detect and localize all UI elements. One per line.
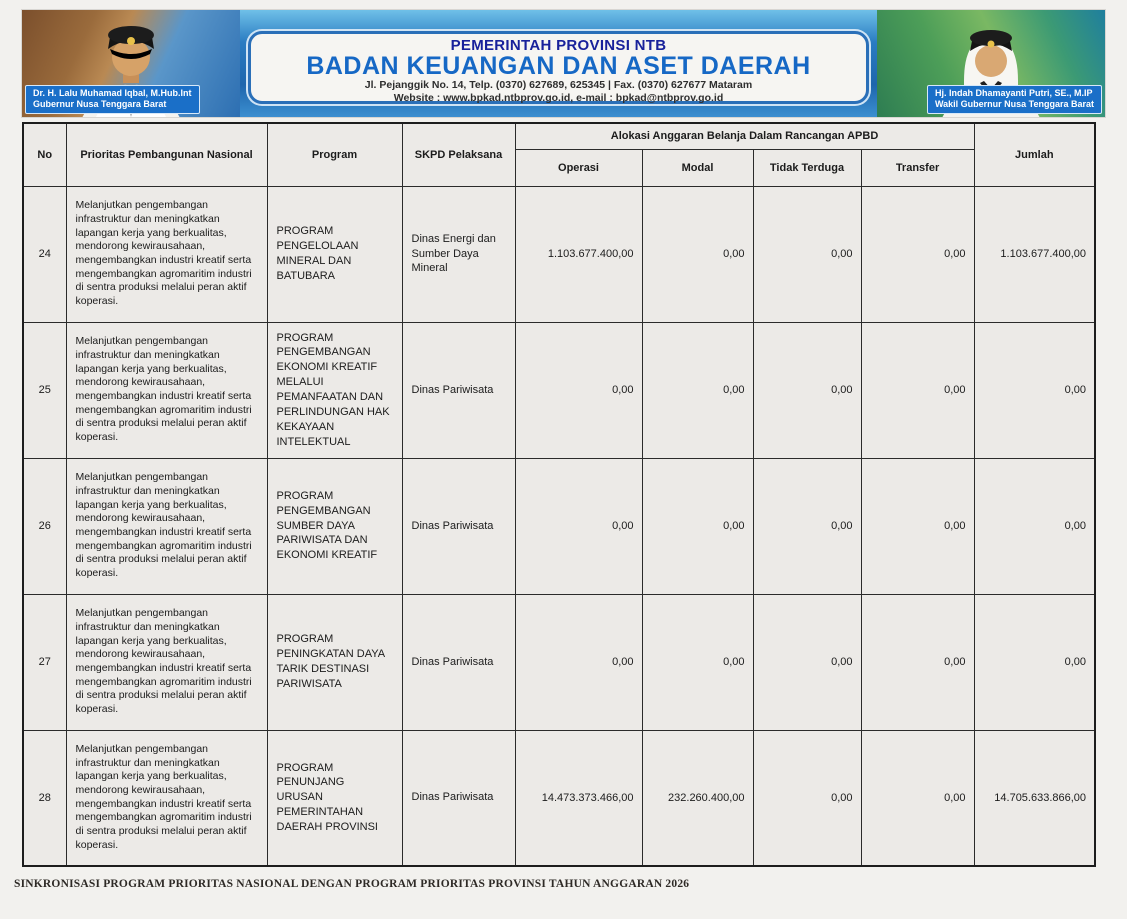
cell-operasi: 1.103.677.400,00 <box>515 186 642 322</box>
cell-tidak-terduga: 0,00 <box>753 186 861 322</box>
cell-no: 25 <box>23 322 66 458</box>
cell-transfer: 0,00 <box>861 730 974 866</box>
cell-skpd: Dinas Pariwisata <box>402 730 515 866</box>
cell-modal: 0,00 <box>642 458 753 594</box>
cell-transfer: 0,00 <box>861 594 974 730</box>
budget-table <box>22 122 1096 867</box>
cell-operasi: 0,00 <box>515 594 642 730</box>
header-operasi: Operasi <box>515 149 642 186</box>
agency-contact: Website : www.bpkad.ntbprov.go.id, e-mail : bpkad@ntbprov.go.id <box>393 92 724 105</box>
cell-no: 26 <box>23 458 66 594</box>
vice-governor-title: Wakil Gubernur Nusa Tenggara Barat <box>934 99 1094 110</box>
cell-operasi: 14.473.373.466,00 <box>515 730 642 866</box>
cell-tidak-terduga: 0,00 <box>753 458 861 594</box>
agency-address: Jl. Pejanggik No. 14, Telp. (0370) 627689, 625345 | Fax. (0370) 627677 Mataram <box>364 79 753 91</box>
table-row <box>23 322 1095 458</box>
province-title: PEMERINTAH PROVINSI NTB <box>450 37 667 54</box>
cell-program: PROGRAM PENGELOLAAN MINERAL DAN BATUBARA <box>267 186 402 322</box>
cell-priority: Melanjutkan pengembangan infrastruktur dan meningkatkan lapangan kerja yang berkualitas, mendorong kewirausahaan, mengembangkan industri kreatif serta mengembangkan agromaritim industri di sentra produksi melalui peran aktif koperasi. <box>66 322 267 458</box>
header-program: Program <box>267 123 402 186</box>
table-row <box>23 186 1095 322</box>
cell-tidak-terduga: 0,00 <box>753 594 861 730</box>
cell-tidak-terduga: 0,00 <box>753 322 861 458</box>
cell-priority: Melanjutkan pengembangan infrastruktur dan meningkatkan lapangan kerja yang berkualitas, mendorong kewirausahaan, mengembangkan industri kreatif serta mengembangkan agromaritim industri di sentra produksi melalui peran aktif koperasi. <box>66 458 267 594</box>
header-transfer: Transfer <box>861 149 974 186</box>
cell-transfer: 0,00 <box>861 458 974 594</box>
cell-jumlah: 0,00 <box>974 322 1095 458</box>
cell-modal: 0,00 <box>642 322 753 458</box>
cell-no: 24 <box>23 186 66 322</box>
governor-name: Dr. H. Lalu Muhamad Iqbal, M.Hub.Int <box>33 87 192 98</box>
header-modal: Modal <box>642 149 753 186</box>
vice-governor-name: Hj. Indah Dhamayanti Putri, SE., M.IP <box>934 87 1093 98</box>
cell-jumlah: 14.705.633.866,00 <box>974 730 1095 866</box>
cell-priority: Melanjutkan pengembangan infrastruktur dan meningkatkan lapangan kerja yang berkualitas, mendorong kewirausahaan, mengembangkan industri kreatif serta mengembangkan agromaritim industri di sentra produksi melalui peran aktif koperasi. <box>66 186 267 322</box>
header-priority: Prioritas Pembangunan Nasional <box>66 123 267 186</box>
cell-modal: 0,00 <box>642 186 753 322</box>
header-skpd: SKPD Pelaksana <box>402 123 515 186</box>
banner-center <box>240 10 877 117</box>
cell-skpd: Dinas Energi dan Sumber Daya Mineral <box>402 186 515 322</box>
governor-title: Gubernur Nusa Tenggara Barat <box>33 99 167 110</box>
cell-jumlah: 0,00 <box>974 458 1095 594</box>
vice-governor-caption <box>927 85 1102 114</box>
header-no: No <box>23 123 66 186</box>
letterhead-banner <box>22 10 1105 117</box>
agency-title: BADAN KEUANGAN DAN ASET DAERAH <box>306 52 811 80</box>
cell-no: 27 <box>23 594 66 730</box>
org-identity-box <box>248 31 869 104</box>
table-row <box>23 730 1095 866</box>
cell-transfer: 0,00 <box>861 322 974 458</box>
header-tidak-terduga: Tidak Terduga <box>753 149 861 186</box>
cell-priority: Melanjutkan pengembangan infrastruktur dan meningkatkan lapangan kerja yang berkualitas, mendorong kewirausahaan, mengembangkan industri kreatif serta mengembangkan agromaritim industri di sentra produksi melalui peran aktif koperasi. <box>66 594 267 730</box>
cell-transfer: 0,00 <box>861 186 974 322</box>
table-row <box>23 458 1095 594</box>
governor-photo <box>22 10 240 117</box>
cell-tidak-terduga: 0,00 <box>753 730 861 866</box>
cell-skpd: Dinas Pariwisata <box>402 594 515 730</box>
vice-governor-photo <box>877 10 1105 117</box>
cell-skpd: Dinas Pariwisata <box>402 458 515 594</box>
cell-modal: 232.260.400,00 <box>642 730 753 866</box>
cell-skpd: Dinas Pariwisata <box>402 322 515 458</box>
cell-program: PROGRAM PENGEMBANGAN EKONOMI KREATIF MELALUI PEMANFAATAN DAN PERLINDUNGAN HAK KEKAYAAN INTELEKTUAL <box>267 322 402 458</box>
cell-jumlah: 0,00 <box>974 594 1095 730</box>
cell-program: PROGRAM PENUNJANG URUSAN PEMERINTAHAN DAERAH PROVINSI <box>267 730 402 866</box>
cell-modal: 0,00 <box>642 594 753 730</box>
governor-caption <box>25 85 200 114</box>
cell-no: 28 <box>23 730 66 866</box>
cell-operasi: 0,00 <box>515 322 642 458</box>
cell-operasi: 0,00 <box>515 458 642 594</box>
document-footer-caption: SINKRONISASI PROGRAM PRIORITAS NASIONAL DENGAN PROGRAM PRIORITAS PROVINSI TAHUN ANGGARAN 2026 <box>14 878 690 890</box>
cell-priority: Melanjutkan pengembangan infrastruktur dan meningkatkan lapangan kerja yang berkualitas, mendorong kewirausahaan, mengembangkan industri kreatif serta mengembangkan agromaritim industri di sentra produksi melalui peran aktif koperasi. <box>66 730 267 866</box>
header-allocation-group: Alokasi Anggaran Belanja Dalam Rancangan APBD <box>515 123 974 149</box>
cell-program: PROGRAM PENINGKATAN DAYA TARIK DESTINASI PARIWISATA <box>267 594 402 730</box>
cell-program: PROGRAM PENGEMBANGAN SUMBER DAYA PARIWISATA DAN EKONOMI KREATIF <box>267 458 402 594</box>
table-row <box>23 594 1095 730</box>
cell-jumlah: 1.103.677.400,00 <box>974 186 1095 322</box>
header-total: Jumlah <box>974 123 1095 186</box>
